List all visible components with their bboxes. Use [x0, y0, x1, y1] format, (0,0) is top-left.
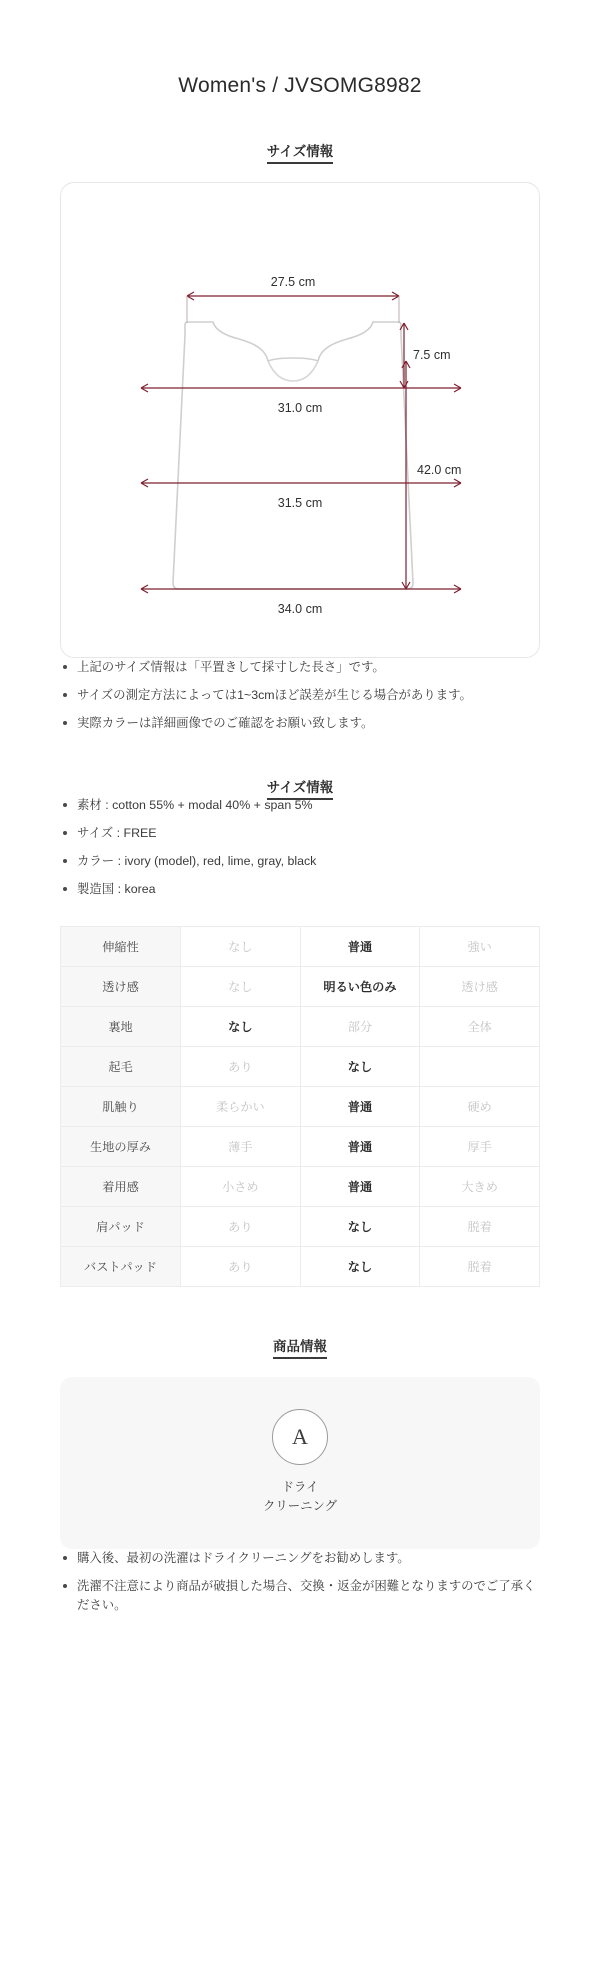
dry-clean-symbol: A — [292, 1424, 308, 1450]
table-row — [61, 1166, 540, 1206]
detail-info-heading-text: サイズ情報 — [267, 780, 333, 800]
list-item: 購入後、最初の洗濯はドライクリーニングをお勧めします。 — [60, 1549, 540, 1568]
table-row — [61, 1246, 540, 1286]
size-info-heading — [60, 140, 540, 160]
property-option-selected: 普通 — [300, 1166, 420, 1206]
care-instruction-card — [60, 1377, 540, 1549]
list-item: サイズ : FREE — [60, 824, 540, 843]
measure-label-total-length: 42.0 cm — [417, 463, 462, 477]
property-option-selected: なし — [300, 1246, 420, 1286]
list-item: カラー : ivory (model), red, lime, gray, black — [60, 852, 540, 871]
bottom-spacer — [60, 1624, 540, 1674]
property-label: 着用感 — [61, 1166, 181, 1206]
property-option: 小さめ — [181, 1166, 301, 1206]
property-option: 脱着 — [420, 1206, 540, 1246]
property-option: 脱着 — [420, 1246, 540, 1286]
property-label: 肩パッド — [61, 1206, 181, 1246]
measure-label-waist-width: 31.5 cm — [277, 496, 323, 510]
property-option-selected: 普通 — [300, 1126, 420, 1166]
page-title: Women's / JVSOMG8982 — [178, 74, 422, 97]
property-option: あり — [181, 1246, 301, 1286]
property-option: 厚手 — [420, 1126, 540, 1166]
care-label — [263, 1478, 337, 1515]
property-option: 全体 — [420, 1006, 540, 1046]
table-row — [61, 1086, 540, 1126]
properties-table — [60, 926, 540, 1287]
list-item: 実際カラーは詳細画像でのご確認をお願い致します。 — [60, 714, 540, 733]
property-option: 硬め — [420, 1086, 540, 1126]
care-notes-list — [60, 1549, 540, 1616]
property-option-selected: なし — [300, 1046, 420, 1086]
detail-info-heading — [60, 776, 540, 796]
property-label: 伸縮性 — [61, 926, 181, 966]
measure-label-strap-length: 7.5 cm — [413, 348, 451, 362]
property-option-selected: 普通 — [300, 1086, 420, 1126]
table-row — [61, 1046, 540, 1086]
list-item: 洗濯不注意により商品が破損した場合、交換・返金が困難となりますのでご了承ください。 — [60, 1577, 540, 1615]
detail-info-list — [60, 796, 540, 900]
dry-clean-icon — [272, 1409, 328, 1465]
list-item: サイズの測定方法によっては1~3cmほど誤差が生じる場合があります。 — [60, 686, 540, 705]
care-label-line2: クリーニング — [262, 1499, 338, 1514]
property-option: 強い — [420, 926, 540, 966]
table-row — [61, 966, 540, 1006]
garment-diagram — [61, 183, 539, 657]
table-row — [61, 926, 540, 966]
property-label: バストパッド — [61, 1246, 181, 1286]
property-label: 肌触り — [61, 1086, 181, 1126]
property-option: 柔らかい — [181, 1086, 301, 1126]
measure-label-hem-width: 34.0 cm — [277, 602, 323, 616]
property-option: なし — [181, 966, 301, 1006]
property-option: あり — [181, 1206, 301, 1246]
list-item: 製造国 : korea — [60, 880, 540, 899]
size-notes-list — [60, 658, 540, 734]
size-diagram-card — [60, 182, 540, 658]
product-info-heading-text: 商品情報 — [273, 1339, 327, 1359]
table-row — [61, 1206, 540, 1246]
property-option: なし — [181, 926, 301, 966]
measure-label-chest-width: 31.0 cm — [277, 401, 323, 415]
property-option-selected: なし — [181, 1006, 301, 1046]
property-option-selected: 普通 — [300, 926, 420, 966]
property-option-selected: 明るい色のみ — [300, 966, 420, 1006]
table-row — [61, 1126, 540, 1166]
property-option: 薄手 — [181, 1126, 301, 1166]
product-info-heading — [60, 1335, 540, 1355]
property-option: 部分 — [300, 1006, 420, 1046]
property-label: 裏地 — [61, 1006, 181, 1046]
property-option-selected: なし — [300, 1206, 420, 1246]
property-option: あり — [181, 1046, 301, 1086]
property-label: 起毛 — [61, 1046, 181, 1086]
property-option: 透け感 — [420, 966, 540, 1006]
size-info-heading-text: サイズ情報 — [267, 144, 333, 164]
table-row — [61, 1006, 540, 1046]
property-option — [420, 1046, 540, 1086]
list-item: 素材 : cotton 55% + modal 40% + span 5% — [60, 796, 540, 815]
list-item: 上記のサイズ情報は「平置きして採寸した長さ」です。 — [60, 658, 540, 677]
property-label: 生地の厚み — [61, 1126, 181, 1166]
measure-label-shoulder-strap-width: 27.5 cm — [270, 275, 316, 289]
care-label-line1: ドライ — [281, 1480, 319, 1495]
property-option: 大きめ — [420, 1166, 540, 1206]
property-label: 透け感 — [61, 966, 181, 1006]
